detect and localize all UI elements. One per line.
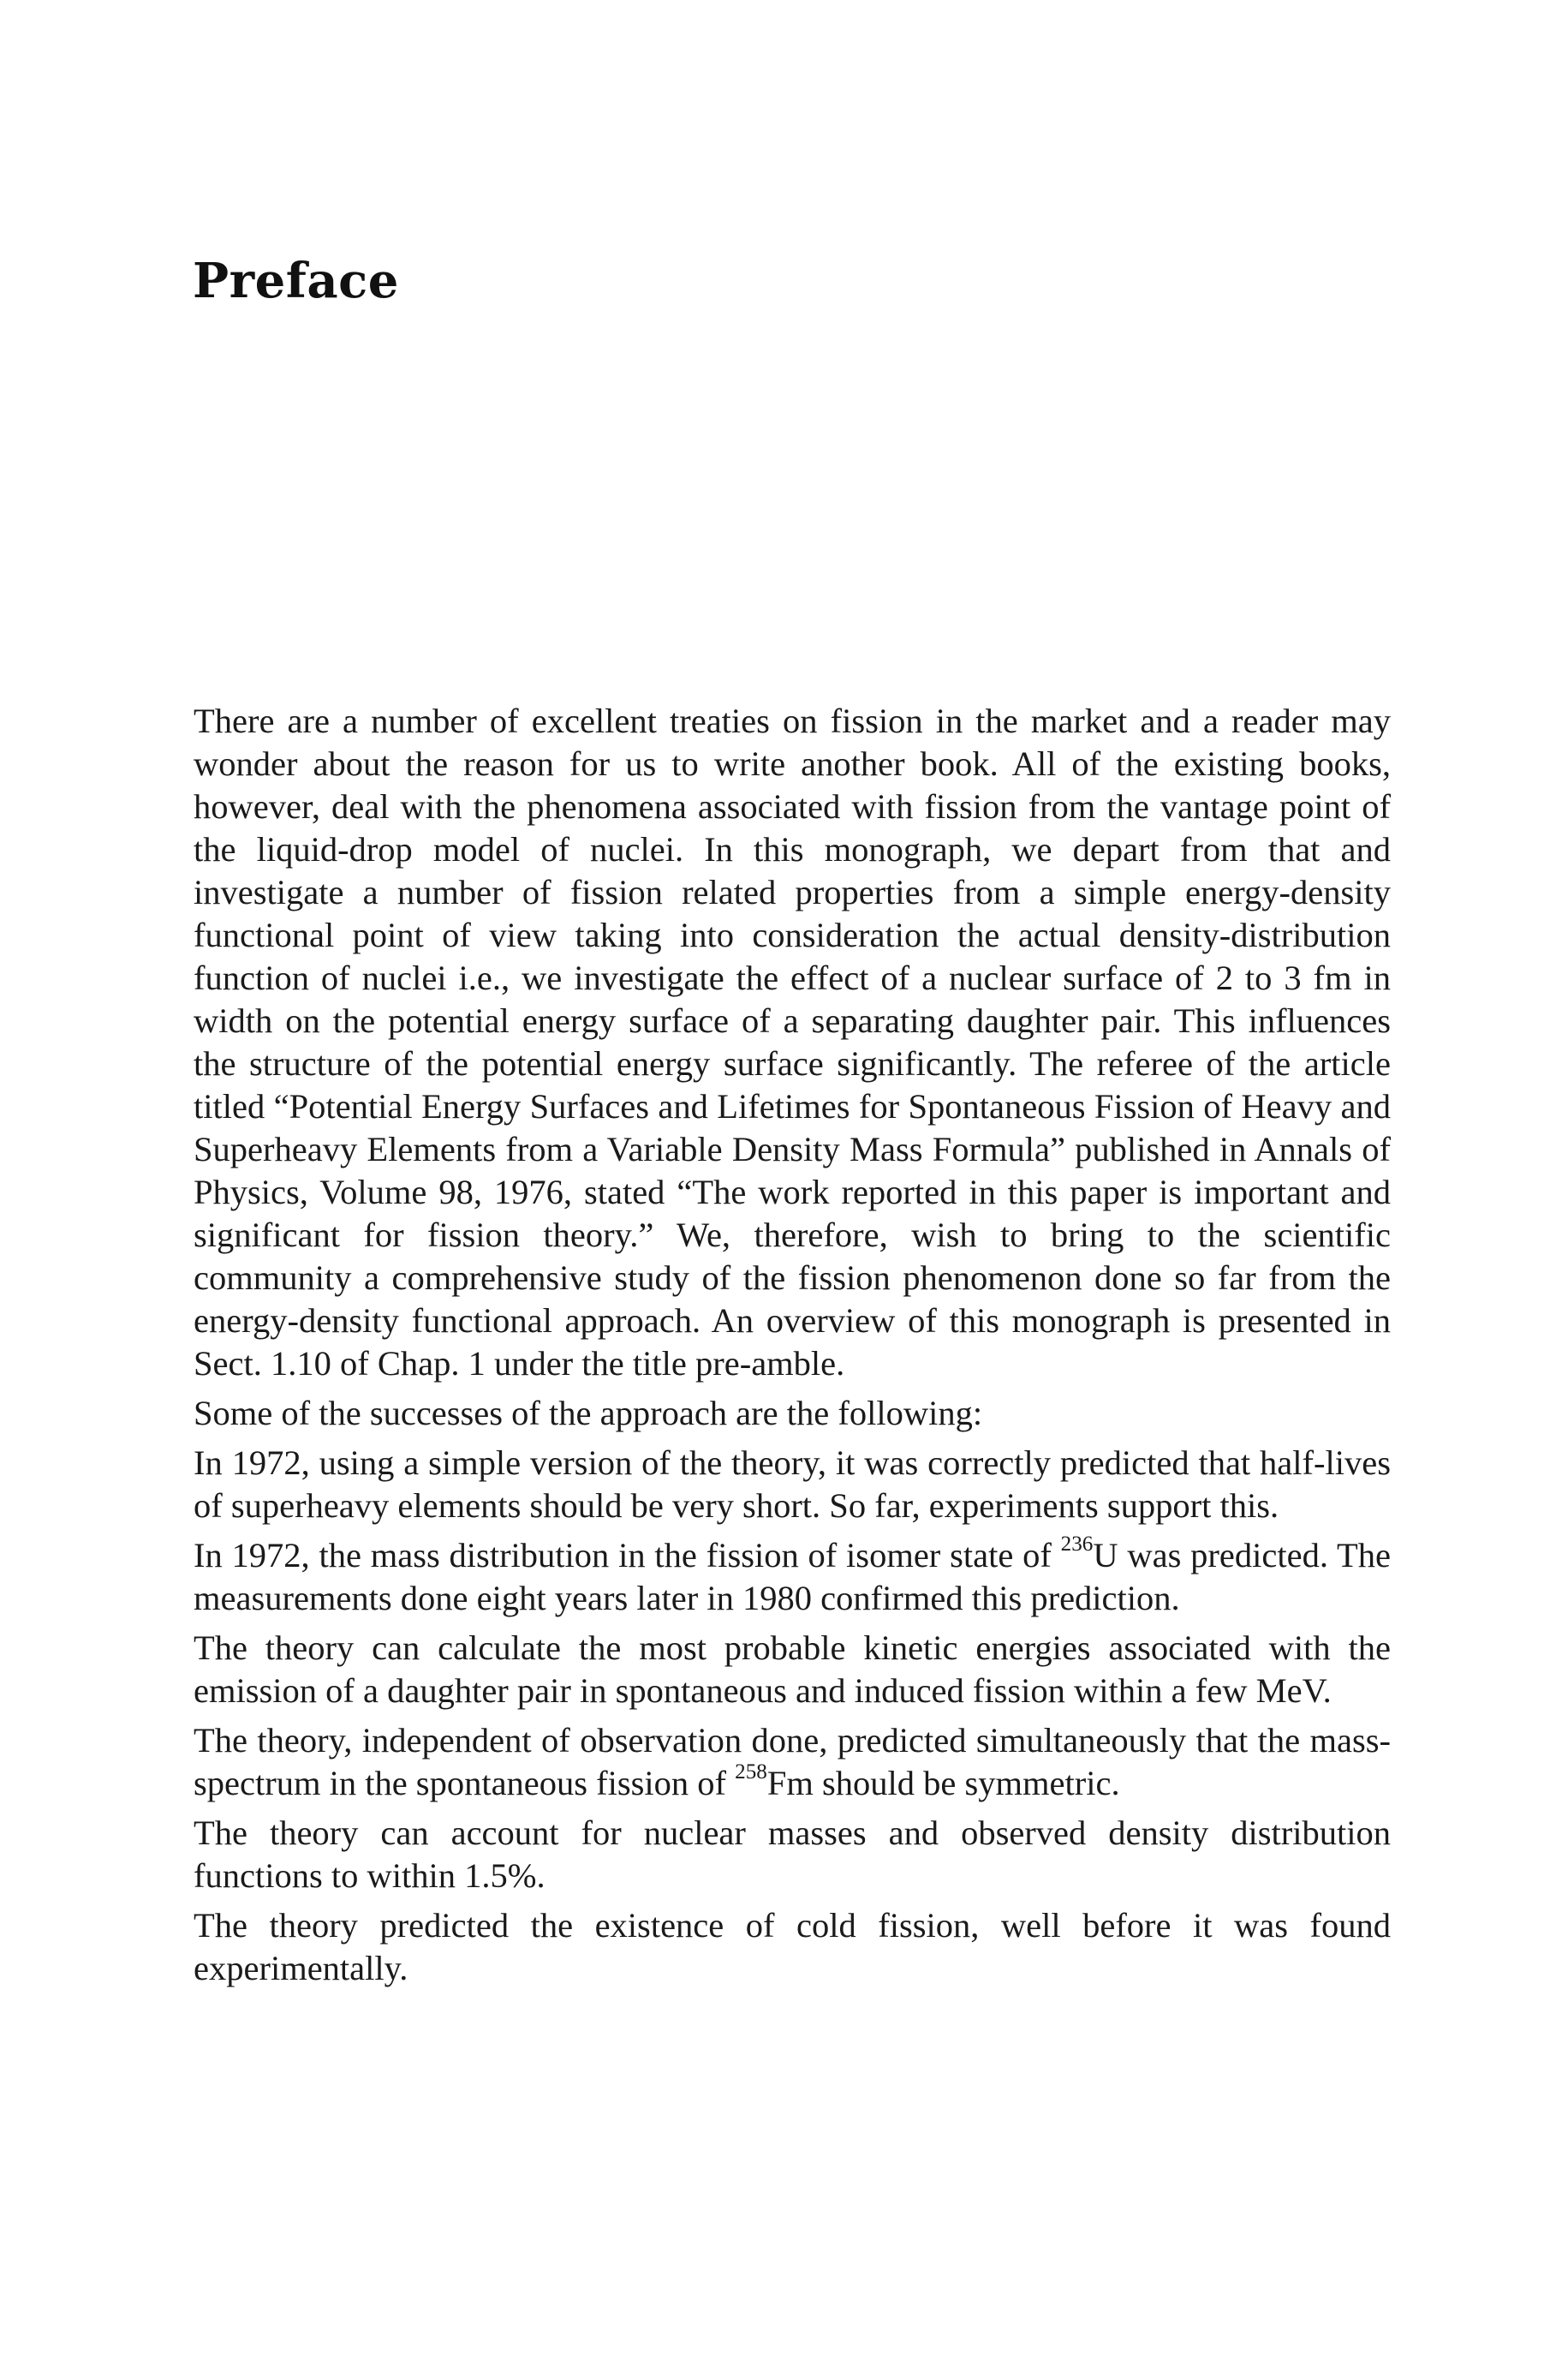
paragraph-isomer-mass-distribution (194, 1534, 1391, 1620)
preface-body (194, 700, 1391, 1990)
paragraph-kinetic-energies: The theory can calculate the most probable kinetic energies associated with the emission of a daughter pair in spontaneous and induced fission within a few MeV. (194, 1628, 1391, 1710)
paragraph-superheavy-halflives: In 1972, using a simple version of the theory, it was correctly predicted that half-lives of superheavy elements should be very short. So far, experiments support this. (194, 1443, 1391, 1525)
paragraph-text-after: Fm should be symmetric. (766, 1764, 1120, 1802)
chapter-title: Preface (193, 253, 399, 309)
paragraph-text-after: U was predicted. The measurements done eight years later in 1980 confirmed this prediction. (194, 1536, 1391, 1617)
paragraph-fm-mass-spectrum (194, 1719, 1391, 1805)
paragraph-nuclear-masses: The theory can account for nuclear masses and observed density distribution functions to within 1.5%. (194, 1813, 1391, 1895)
paragraph-text-before: In 1972, the mass distribution in the fission of isomer state of (194, 1536, 1061, 1574)
paragraph-text-before: The theory, independent of observation done, predicted simultaneously that the mass-spectrum in the spontaneous fission of (194, 1721, 1391, 1802)
paragraph-successes-heading: Some of the successes of the approach are the following: (194, 1394, 983, 1432)
paragraph-intro: There are a number of excellent treaties on fission in the market and a reader may wonder about the reason for us to write another book. All of the existing books, however, deal with the phenomena associated with fission from the vantage point of the liquid-drop model of nuclei. In this monograph, we depart from that and investigate a number of fission related properties from a simple energy-density functional point of view taking into consideration the actual density-distribution function of nuclei i.e., we investigate the effect of a nuclear surface of 2 to 3 fm in width on the potential energy surface of a separating daughter pair. This influences the structure of the potential energy surface significantly. The referee of the article titled “Potential Energy Surfaces and Lifetimes for Spontaneous Fission of Heavy and Superheavy Elements from a Variable Density Mass Formula” published in Annals of Physics, Volume 98, 1976, stated “The work reported in this paper is important and significant for fission theory.” We, therefore, wish to bring to the scientific community a comprehensive study of the fission phenomenon done so far from the energy-density functional approach. An overview of this monograph is presented in Sect. 1.10 of Chap. 1 under the title pre-amble. (194, 702, 1391, 1383)
paragraph-cold-fission: The theory predicted the existence of cold fission, well before it was found experimentally. (194, 1906, 1391, 1987)
mass-number-superscript: 258 (735, 1760, 767, 1784)
mass-number-superscript: 236 (1060, 1533, 1094, 1556)
